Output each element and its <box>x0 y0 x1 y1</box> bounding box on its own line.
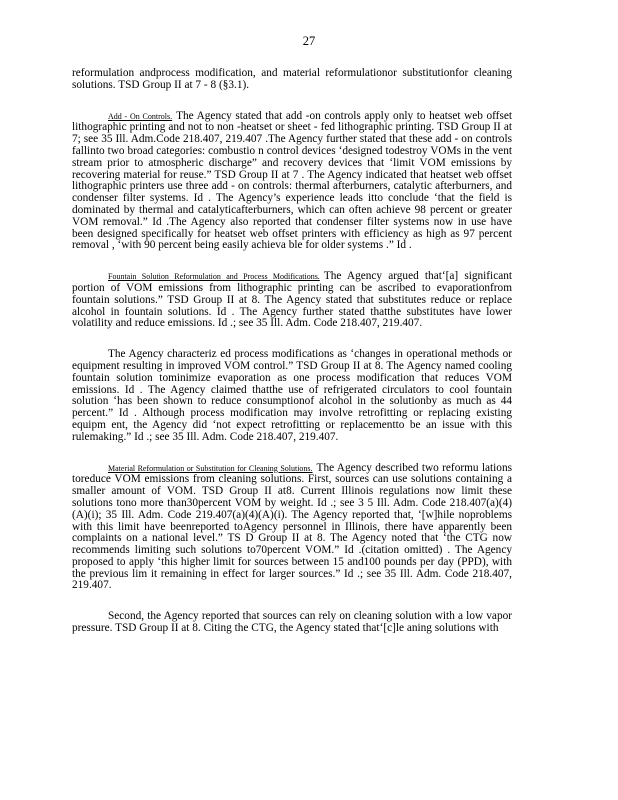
paragraph-material-reformulation <box>72 463 512 593</box>
paragraph-fountain-solution <box>72 271 512 330</box>
section-heading: Add - On Controls. <box>108 111 173 121</box>
document-body <box>72 68 512 654</box>
section-heading: Fountain Solution Reformulation and Process Modifications. <box>108 272 320 282</box>
paragraph-text: The Agency argued that‘[a] significant portion of VOM emissions from lithographic printing can be ascribed to evaporationfrom fountain solutions.” TSD Group II at 8. The Agency stated that substitutes reduce or replace alcohol in fountain solutions. Id . The Agency further stated thatthe substitutes have lower volatility and reduce emissions. Id .; see 35 Ill. Adm. Code 218.407, 219.407. <box>72 270 513 330</box>
paragraph-text: The Agency characteriz ed process modifications as ‘changes in operational methods or equipment resulting in improved VOM control.” TSD Group II at 8. The Agency named cooling fountain solution tominimize evaporation as one process modification that reduces VOM emissions. Id . The Agency claimed thatthe use of refrigerated circulators to cool fountain solution ‘has been shown to reduce consumptionof alcohol in the solutionby as much as 44 percent.” Id . Although process modification may involve retrofitting or replacing existing equipm ent, the Agency did ‘not expect retrofitting or replacementto be an issue with this rulemaking.” Id .; see 35 Ill. Adm. Code 218.407, 219.407. <box>72 348 512 443</box>
paragraph-text: The Agency stated that add -on controls apply only to heatset web offset lithographic printing and not to non -heatset or sheet - fed lithographic printing. TSD Group II at 7; see 35 Ill. Adm.Code 218.407, 219.407 .The Agency further stated that these add - on controls fallinto two broad categories: combustio n control devices ‘designed todestroy VOMs in the vent stream prior to atmospheric discharge” and recovery devices that ‘limit VOM emissions by recovering material for reuse.” TSD Group II at 7 . The Agency indicated that heatset web offset lithographic printers use three add - on controls: thermal afterburners, catalytic afterburners, and condenser filter systems. Id . The Agency’s experience leads itto conclude ‘that the field is dominated by thermal and catalyticafterburners, which can often achieve 98 percent or greater VOM removal.” Id .The Agency also reported that condenser filter systems now in use have been designed specifically for heatset web offset printers with efficiency as high as 97 percent removal , ‘with 90 percent being easily achieva ble for older systems .” Id . <box>72 109 512 252</box>
paragraph-intro-continuation <box>72 68 512 92</box>
page-number: 27 <box>302 34 316 48</box>
paragraph-text: The Agency described two reformu lations toreduce VOM emissions from cleaning solutions. First, sources can use solutions containing a smaller amount of VOM. TSD Group II at8. Current Illinois regulations now limit these solutions tono more than30percent VOM by weight. Id .; see 3 5 Ill. Adm. Code 218.407(a)(4)(A)(i); 35 Ill. Adm. Code 219.407(a)(4)(A)(i). The Agency reported that, ‘[w]hile noproblems with this limit have beenreported toAgency personnel in Illinois, there have apparently been complaints on a national level.” TS D Group II at 8. The Agency noted that ‘the CTG now recommends limiting such solutions to70percent VOM.” Id .(citation omitted) . The Agency proposed to apply ‘this higher limit for sources between 15 and100 pounds per day (PPD), with the previous lim it remaining in effect for larger sources.” Id .; see 35 Ill. Adm. Code 218.407, 219.407. <box>72 461 512 592</box>
section-heading: Material Reformulation or Substitution for Cleaning Solutions. <box>108 463 313 473</box>
paragraph-process-modifications <box>72 349 512 443</box>
paragraph-text: reformulation andprocess modification, and material reformulationor substitutionfor cleaning solutions. TSD Group II at 7 - 8 (§3.1). <box>72 67 512 91</box>
paragraph-low-vapor-pressure <box>72 611 512 635</box>
paragraph-text: Second, the Agency reported that sources can rely on cleaning solution with a low vapor pressure. TSD Group II at 8. Citing the CTG, the Agency stated that‘[c]le aning solutions with <box>72 610 512 635</box>
paragraph-add-on-controls <box>72 111 512 253</box>
